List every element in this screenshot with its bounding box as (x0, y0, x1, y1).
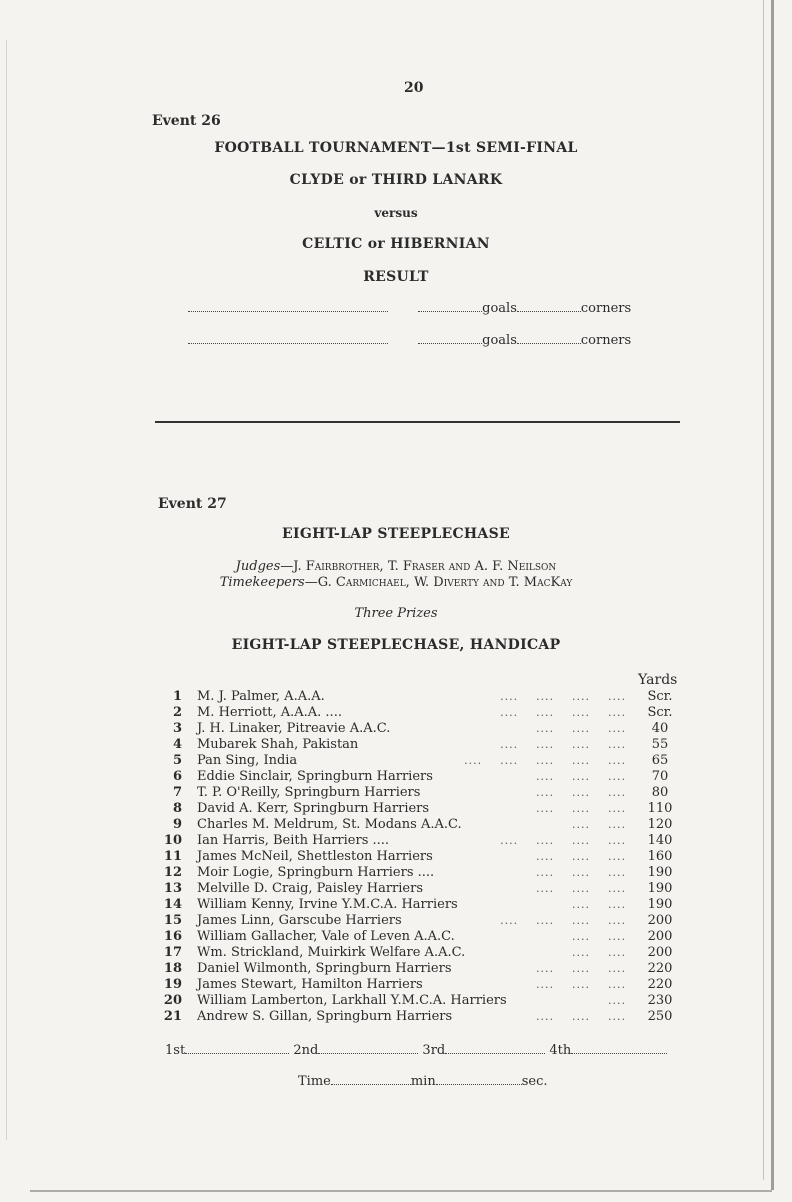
entry-name: M. Herriott, A.A.A. .... (197, 705, 342, 720)
list-item (160, 849, 680, 865)
leader-dots: .... .... (572, 898, 626, 911)
entry-number: 21 (163, 1009, 182, 1024)
event-26-team2: CELTIC or HIBERNIAN (302, 236, 490, 252)
leader-dots: .... .... .... .... (500, 738, 626, 751)
leader-dots: .... .... .... (536, 1010, 626, 1023)
list-item (160, 721, 680, 737)
entry-yards: 200 (647, 945, 673, 960)
entry-number: 4 (172, 737, 182, 752)
list-item (160, 993, 680, 1009)
entry-name: Charles M. Meldrum, St. Modans A.A.C. (197, 817, 462, 832)
leader-dots: .... .... .... (536, 802, 626, 815)
team2-name-blank[interactable] (188, 331, 388, 344)
leader-dots: .... .... .... (536, 978, 626, 991)
leader-dots: .... .... .... .... (500, 914, 626, 927)
entry-number: 9 (172, 817, 182, 832)
entry-number: 14 (163, 897, 182, 912)
leader-dots: .... .... .... (536, 786, 626, 799)
leader-dots: .... .... .... (536, 770, 626, 783)
entry-number: 5 (172, 753, 182, 768)
place-4th-label: 4th (549, 1043, 572, 1058)
entry-number: 20 (163, 993, 182, 1008)
entry-number: 19 (163, 977, 182, 992)
leader-dots: .... .... .... (536, 850, 626, 863)
team1-name-blank[interactable] (188, 299, 388, 312)
entry-number: 8 (172, 801, 182, 816)
entry-yards: 160 (647, 849, 673, 864)
event-26-team1: CLYDE or THIRD LANARK (289, 172, 503, 188)
corners-label: corners (580, 333, 632, 348)
corners-label: corners (580, 301, 632, 316)
entry-yards: 40 (651, 721, 669, 736)
entry-yards: 200 (647, 929, 673, 944)
entry-yards: 65 (651, 753, 669, 768)
entry-yards: 190 (647, 897, 673, 912)
list-item (160, 1009, 680, 1025)
leader-dots: .... .... (572, 818, 626, 831)
list-item (160, 913, 680, 929)
list-item (160, 705, 680, 721)
entry-yards: 200 (647, 913, 673, 928)
entry-name: James Stewart, Hamilton Harriers (197, 977, 423, 992)
result-line-1 (188, 299, 631, 316)
entry-yards: 140 (647, 833, 673, 848)
event-27-subtitle: EIGHT-LAP STEEPLECHASE, HANDICAP (231, 637, 561, 653)
section-divider (155, 421, 680, 423)
place-3rd-blank[interactable] (445, 1041, 545, 1054)
event-26-versus: versus (374, 206, 418, 220)
entry-name: M. J. Palmer, A.A.A. (197, 689, 325, 704)
prizes-note: Three Prizes (354, 606, 438, 621)
page-edge-left (6, 40, 7, 1140)
timekeepers-names: G. Carmichael, W. Diverty and T. MacKay (317, 575, 573, 590)
entry-yards: 190 (647, 865, 673, 880)
entry-name: Andrew S. Gillan, Springburn Harriers (197, 1009, 453, 1024)
judges-label: Judges— (235, 559, 294, 574)
entry-yards: 220 (647, 961, 673, 976)
leader-dots: .... .... (572, 946, 626, 959)
event-27-label: Event 27 (158, 496, 227, 512)
entry-number: 1 (172, 689, 182, 704)
time-label: Time (298, 1074, 331, 1089)
leader-dots: .... .... .... (536, 882, 626, 895)
place-1st-label: 1st (165, 1043, 186, 1058)
place-2nd-blank[interactable] (318, 1041, 418, 1054)
yards-column-header: Yards (638, 672, 678, 688)
time-minutes-blank[interactable] (331, 1072, 411, 1085)
entry-name: Moir Logie, Springburn Harriers .... (197, 865, 435, 880)
page-edge-bottom (30, 1190, 772, 1192)
leader-dots: .... .... .... .... (500, 690, 626, 703)
list-item (160, 737, 680, 753)
entry-name: T. P. O'Reilly, Springburn Harriers (197, 785, 421, 800)
place-4th-blank[interactable] (571, 1041, 667, 1054)
entry-name: James Linn, Garscube Harriers (197, 913, 402, 928)
entry-number: 12 (163, 865, 182, 880)
event-26-title: FOOTBALL TOURNAMENT—1st SEMI-FINAL (214, 140, 578, 156)
time-line (298, 1072, 548, 1089)
page-number: 20 (404, 80, 424, 96)
entry-yards: 190 (647, 881, 673, 896)
list-item (160, 801, 680, 817)
leader-dots: .... .... .... .... (500, 834, 626, 847)
min-label: min (410, 1074, 436, 1089)
entry-name: David A. Kerr, Springburn Harriers (197, 801, 430, 816)
list-item (160, 881, 680, 897)
entry-yards: 55 (651, 737, 669, 752)
timekeepers-label: Timekeepers— (219, 575, 318, 590)
list-item (160, 961, 680, 977)
leader-dots: .... .... .... (536, 722, 626, 735)
entry-yards: 120 (647, 817, 673, 832)
event-26-label: Event 26 (152, 113, 221, 129)
entry-number: 2 (172, 705, 182, 720)
list-item (160, 753, 680, 769)
entry-yards: 220 (647, 977, 673, 992)
entry-yards: 70 (651, 769, 669, 784)
entry-yards: 250 (647, 1009, 673, 1024)
team1-corners-blank[interactable] (517, 299, 581, 312)
entry-name: Ian Harris, Beith Harriers .... (197, 833, 390, 848)
leader-dots: .... .... .... (536, 866, 626, 879)
timekeepers-line (0, 575, 792, 590)
entry-number: 18 (163, 961, 182, 976)
list-item (160, 833, 680, 849)
entry-name: Daniel Wilmonth, Springburn Harriers (197, 961, 452, 976)
event-26-result-heading: RESULT (363, 269, 429, 285)
entry-name: James McNeil, Shettleston Harriers (197, 849, 433, 864)
entry-name: William Gallacher, Vale of Leven A.A.C. (197, 929, 455, 944)
entry-number: 11 (163, 849, 182, 864)
entry-number: 15 (163, 913, 182, 928)
entry-name: Wm. Strickland, Muirkirk Welfare A.A.C. (197, 945, 466, 960)
list-item (160, 897, 680, 913)
list-item (160, 689, 680, 705)
leader-dots: .... .... .... .... (500, 706, 626, 719)
entry-number: 10 (163, 833, 182, 848)
leader-dots: .... .... .... .... .... (464, 754, 626, 767)
entry-number: 3 (172, 721, 182, 736)
entry-name: Eddie Sinclair, Springburn Harriers (197, 769, 433, 784)
goals-label: goals (482, 301, 517, 316)
judges-line (0, 559, 792, 574)
goals-label: goals (482, 333, 517, 348)
entry-yards: 230 (647, 993, 673, 1008)
place-2nd-label: 2nd (293, 1043, 319, 1058)
entry-name: J. H. Linaker, Pitreavie A.A.C. (197, 721, 391, 736)
entry-yards: 110 (647, 801, 673, 816)
team1-goals-blank[interactable] (418, 299, 482, 312)
list-item (160, 769, 680, 785)
entry-name: Mubarek Shah, Pakistan (197, 737, 359, 752)
event-27-title: EIGHT-LAP STEEPLECHASE (282, 526, 510, 542)
judges-names: J. Fairbrother, T. Fraser and A. F. Neilson (293, 559, 557, 574)
list-item (160, 817, 680, 833)
list-item (160, 945, 680, 961)
entry-name: Melville D. Craig, Paisley Harriers (197, 881, 424, 896)
list-item (160, 785, 680, 801)
leader-dots: .... .... .... (536, 962, 626, 975)
entry-yards: Scr. (647, 705, 673, 720)
entry-yards: Scr. (647, 689, 673, 704)
list-item (160, 929, 680, 945)
leader-dots: .... (608, 994, 626, 1007)
result-line-2 (188, 331, 631, 348)
entry-number: 7 (172, 785, 182, 800)
list-item (160, 865, 680, 881)
team2-corners-blank[interactable] (517, 331, 581, 344)
team2-goals-blank[interactable] (418, 331, 482, 344)
list-item (160, 977, 680, 993)
time-seconds-blank[interactable] (436, 1072, 522, 1085)
leader-dots: .... .... (572, 930, 626, 943)
entry-number: 17 (163, 945, 182, 960)
place-1st-blank[interactable] (185, 1041, 289, 1054)
entry-number: 16 (163, 929, 182, 944)
entry-yards: 80 (651, 785, 669, 800)
entry-number: 6 (172, 769, 182, 784)
entry-name: William Kenny, Irvine Y.M.C.A. Harriers (197, 897, 458, 912)
place-3rd-label: 3rd (422, 1043, 446, 1058)
placings-line (165, 1041, 667, 1058)
entry-name: Pan Sing, India (197, 753, 298, 768)
entry-number: 13 (163, 881, 182, 896)
sec-label: sec. (521, 1074, 548, 1089)
entry-name: William Lamberton, Larkhall Y.M.C.A. Harriers (197, 993, 507, 1008)
